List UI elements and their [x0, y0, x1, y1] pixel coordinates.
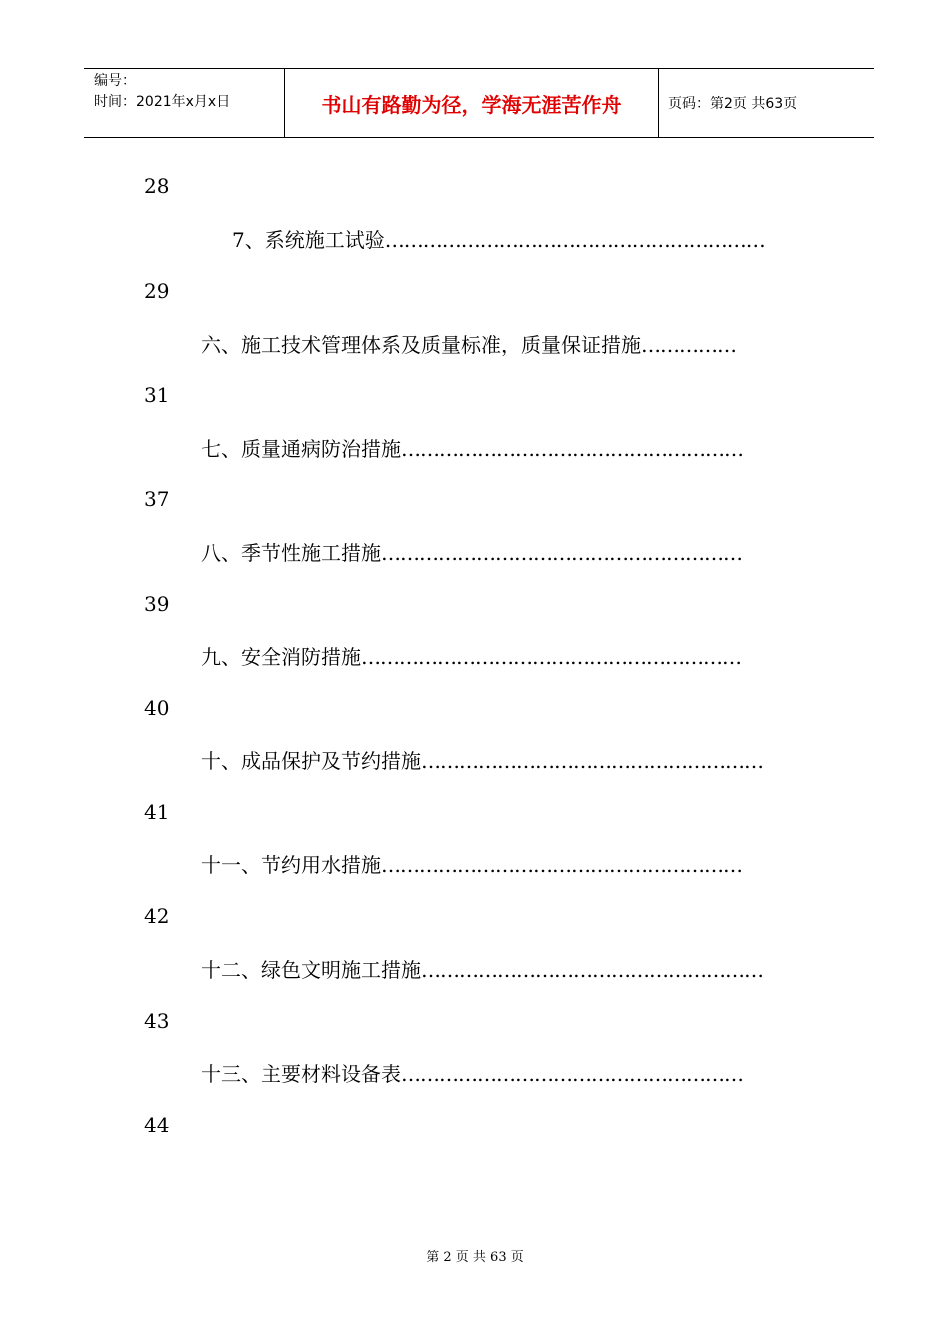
toc-entry[interactable] — [201, 645, 811, 669]
toc-entry-leader: ……………………………………………… — [421, 958, 763, 982]
document-header — [84, 68, 874, 138]
toc-entry-title: 十三、主要材料设备表 — [201, 1062, 401, 1086]
id-label: 编号： — [94, 73, 136, 89]
toc-entry-title: 十、成品保护及节约措施 — [201, 749, 421, 773]
toc-entry-leader: …………… — [641, 333, 736, 357]
toc-page-number: 40 — [144, 696, 170, 720]
toc-page-number: 43 — [144, 1009, 170, 1033]
toc-page-number: 42 — [144, 904, 170, 928]
header-motto: 书山有路勤为径，学海无涯苦作舟 — [285, 69, 659, 137]
toc-entry-title: 7、系统施工试验 — [232, 228, 385, 252]
toc-entry-leader: ……………………………………………… — [421, 749, 763, 773]
toc-page-number: 31 — [144, 383, 170, 407]
toc-entry-leader: …………………………………………………… — [384, 228, 765, 252]
toc-entry-title: 八、季节性施工措施 — [201, 541, 381, 565]
toc-entry[interactable] — [232, 228, 811, 252]
toc-entry[interactable] — [201, 749, 811, 773]
toc-page-number: 39 — [144, 592, 170, 616]
toc-entry[interactable] — [201, 958, 811, 982]
toc-entry-leader: ………………………………………………… — [381, 541, 742, 565]
toc-entry[interactable] — [201, 437, 811, 461]
toc-entry-title: 九、安全消防措施 — [201, 645, 361, 669]
toc-entry-leader: ……………………………………………… — [401, 437, 743, 461]
toc-entry[interactable] — [201, 333, 811, 357]
toc-entry-leader: ……………………………………………… — [401, 1062, 743, 1086]
toc-entry-title: 七、质量通病防治措施 — [201, 437, 401, 461]
toc-entry-title: 六、施工技术管理体系及质量标准，质量保证措施 — [201, 333, 641, 357]
toc-entry[interactable] — [201, 853, 811, 877]
header-meta — [84, 69, 285, 137]
toc-page-number: 44 — [144, 1113, 170, 1137]
toc-entry-leader: …………………………………………………… — [361, 645, 741, 669]
toc-page-number: 29 — [144, 279, 170, 303]
header-page-info: 页码：第2页 共63页 — [668, 96, 798, 112]
toc-entry[interactable] — [201, 541, 811, 565]
toc-page-number: 37 — [144, 487, 170, 511]
toc-entry[interactable] — [201, 1062, 811, 1086]
toc-page-number: 41 — [144, 800, 170, 824]
toc-entry-title: 十二、绿色文明施工措施 — [201, 958, 421, 982]
page-footer: 第 2 页 共 63 页 — [426, 1250, 524, 1265]
toc-entry-leader: ………………………………………………… — [381, 853, 742, 877]
toc-page-number: 28 — [144, 174, 170, 198]
toc-entry-title: 十一、节约用水措施 — [201, 853, 381, 877]
time-label: 时间：2021年x月x日 — [94, 94, 231, 110]
